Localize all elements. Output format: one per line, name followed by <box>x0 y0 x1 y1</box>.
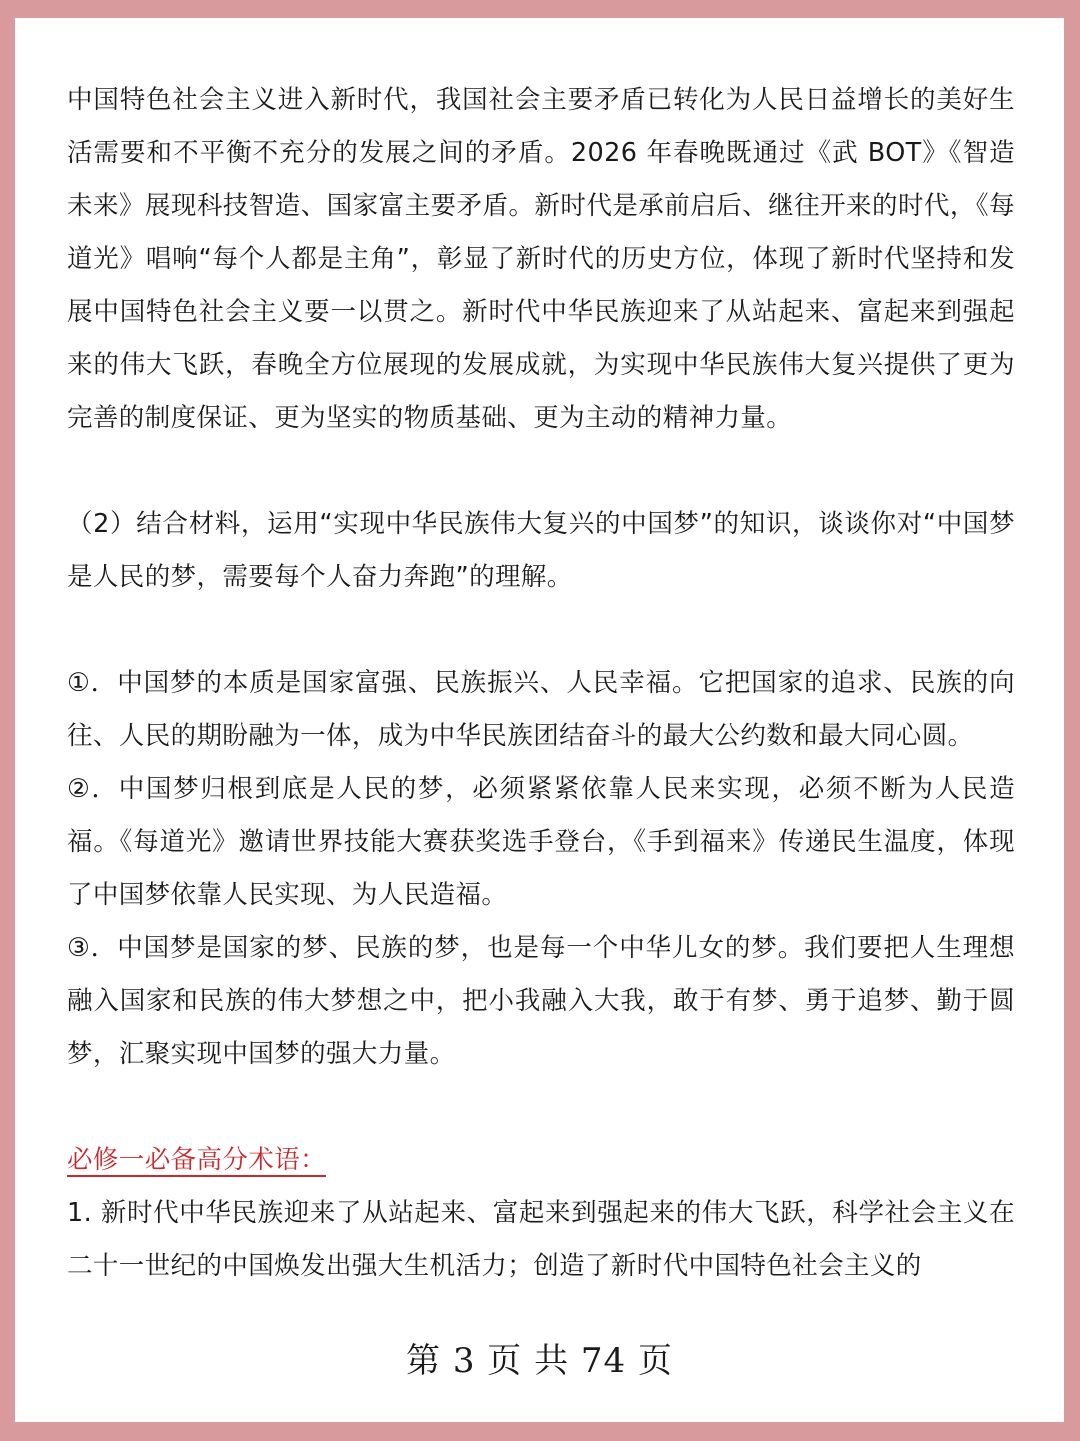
page-number-footer: 第 3 页 共 74 页 <box>406 1341 673 1381</box>
question-paragraph: （2）结合材料，运用“实现中华民族伟大复兴的中国梦”的知识，谈谈你对“中国梦是人民的梦，需要每个人奋力奔跑”的理解。 <box>67 509 1015 592</box>
spacer <box>67 445 1015 498</box>
document-page <box>15 18 1064 1422</box>
spacer <box>67 1081 1015 1134</box>
spacer <box>67 604 1015 657</box>
section-heading-row <box>67 1134 1015 1187</box>
intro-paragraph: 中国特色社会主义进入新时代，我国社会主要矛盾已转化为人民日益增长的美好生活需要和不平衡不充分的发展之间的矛盾。2026 年春晚既通过《武 BOT》《智造未来》展现科技智造、国家富主要矛盾。新时代是承前启后、继往开来的时代，《每道光》唱响“每个人都是主角”，彰显了新时代的历史方位，体现了新时代坚持和发展中国特色社会主义要一以贯之。新时代中华民族迎来了从站起来、富起来到强起来的伟大飞跃，春晚全方位展现的发展成就，为实现中华民族伟大复兴提供了更为完善的制度保证、更为坚实的物质基础、更为主动的精神力量。 <box>67 85 1015 433</box>
section-title: 必修一必备高分术语： <box>67 1145 327 1175</box>
terminology-item-1: 1. 新时代中华民族迎来了从站起来、富起来到强起来的伟大飞跃，科学社会主义在二十一世纪的中国焕发出强大生机活力；创造了新时代中国特色社会主义的 <box>67 1198 1015 1281</box>
answer-point-3: ③．中国梦是国家的梦、民族的梦，也是每一个中华儿女的梦。我们要把人生理想融入国家和民族的伟大梦想之中，把小我融入大我，敢于有梦、勇于追梦、勤于圆梦，汇聚实现中国梦的强大力量。 <box>67 933 1015 1069</box>
answer-point-1: ①．中国梦的本质是国家富强、民族振兴、人民幸福。它把国家的追求、民族的向往、人民的期盼融为一体，成为中华民族团结奋斗的最大公约数和最大同心圆。 <box>67 668 1015 751</box>
document-body <box>67 74 1015 1293</box>
answer-point-2: ②．中国梦归根到底是人民的梦，必须紧紧依靠人民来实现，必须不断为人民造福。《每道光》邀请世界技能大赛获奖选手登台，《手到福来》传递民生温度，体现了中国梦依靠人民实现、为人民造福。 <box>67 774 1015 910</box>
